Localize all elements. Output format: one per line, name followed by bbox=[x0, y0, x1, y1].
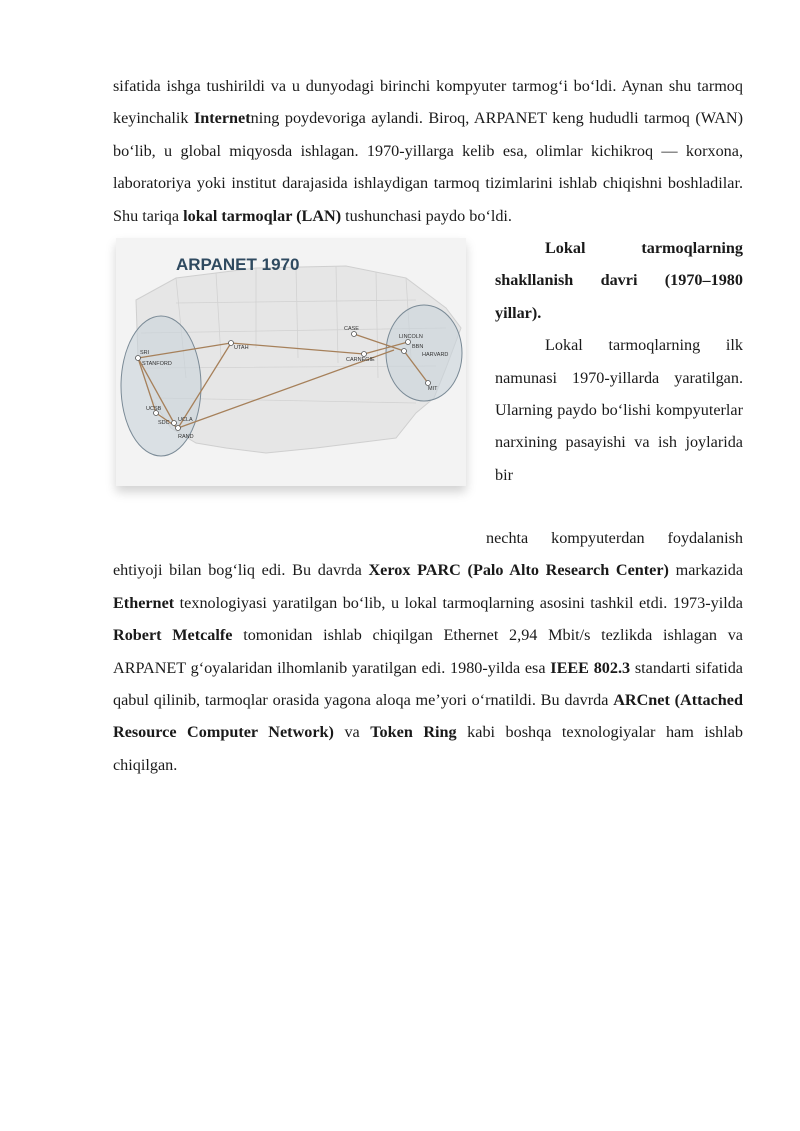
node-label: SDC bbox=[158, 420, 170, 427]
body-text: kabi boshqa texnologiyalar ham ishlab chiqilgan. bbox=[113, 723, 743, 774]
node-label: UCLA bbox=[178, 417, 193, 424]
body-paragraph bbox=[113, 554, 743, 781]
figure-block bbox=[113, 232, 743, 522]
node-label: STANFORD bbox=[142, 361, 172, 368]
term-token-ring: Token Ring bbox=[370, 723, 457, 742]
term-internet: Internet bbox=[193, 109, 251, 128]
body-text: standarti sifatida qabul qilinib, tarmoqlar orasida yagona aloqa me’yori o‘rnatildi. Bu davrda bbox=[113, 658, 743, 710]
intro-text-3: tushunchasi paydo bo‘ldi. bbox=[341, 206, 512, 225]
term-ieee: IEEE 802.3 bbox=[550, 658, 631, 677]
node-label: SRI bbox=[140, 350, 150, 357]
term-metcalfe: Robert Metcalfe bbox=[113, 626, 233, 645]
term-xerox-parc: Xerox PARC (Palo Alto Research Center) bbox=[368, 561, 669, 580]
node-label: HARVARD bbox=[422, 352, 449, 359]
intro-paragraph bbox=[113, 70, 743, 232]
section-heading: Lokal tarmoqlarning shakllanish davri (1970–1980 yillar). bbox=[495, 239, 743, 322]
node-label: MIT bbox=[428, 386, 438, 393]
body-text: tomonidan ishlab chiqilgan Ethernet 2,94 Mbit/s tezlikda ishlagan va ARPANET g‘oyalaridan ilhomlanib yaratilgan edi. 1980-yilda esa bbox=[113, 626, 743, 677]
node-label: RAND bbox=[178, 434, 194, 441]
side-column bbox=[495, 232, 743, 491]
arpanet-map-image bbox=[116, 238, 466, 486]
term-lan: lokal tarmoqlar (LAN) bbox=[183, 206, 342, 225]
node-label: LINCOLN bbox=[399, 334, 423, 341]
intro-text-2: ning poydevoriga aylandi. Biroq, ARPANET keng hududli tarmoq (WAN) bo‘lib, u global miqyosda ishlagan. 1970-yillarga kelib esa, olimlar kichikroq — korxona, laboratoriya yoki institut darajasida ishlaydigan tarmoq tizimlarini ishlab chiqishni boshladilar. Shu tariqa bbox=[113, 109, 744, 225]
node-label: UTAH bbox=[234, 345, 249, 352]
transition-line: nechta kompyuterdan foydalanish bbox=[486, 529, 743, 548]
document-page bbox=[113, 70, 743, 781]
side-paragraph: Lokal tarmoqlarning ilk namunasi 1970-yillarda yaratilgan. Ularning paydo bo‘lishi kompyuterlar narxining pasayishi va ish joylarida bir bbox=[495, 336, 743, 484]
intro-text-1: sifatida ishga tushirildi va u dunyodagi birinchi kompyuter tarmog‘i bo‘ldi. Aynan shu tarmoq keyinchalik bbox=[113, 77, 743, 128]
body-text: ehtiyoji bilan bog‘liq edi. Bu davrda bbox=[113, 561, 369, 580]
term-arcnet: ARCnet (Attached Resource Computer Network) bbox=[113, 691, 743, 742]
node-label: BBN bbox=[412, 344, 424, 351]
node-label: CARNEGIE bbox=[346, 357, 375, 364]
body-text: markazida bbox=[668, 561, 744, 580]
body-text: va bbox=[333, 723, 371, 742]
node-label: CASE bbox=[344, 326, 359, 333]
arpanet-map-svg bbox=[116, 238, 466, 486]
node-label: UCSB bbox=[146, 406, 162, 413]
term-ethernet: Ethernet bbox=[113, 593, 175, 612]
body-text: texnologiyasi yaratilgan bo‘lib, u lokal tarmoqlarning asosini tashkil etdi. 1973-yilda bbox=[174, 593, 743, 612]
map-title: ARPANET 1970 bbox=[176, 255, 300, 275]
